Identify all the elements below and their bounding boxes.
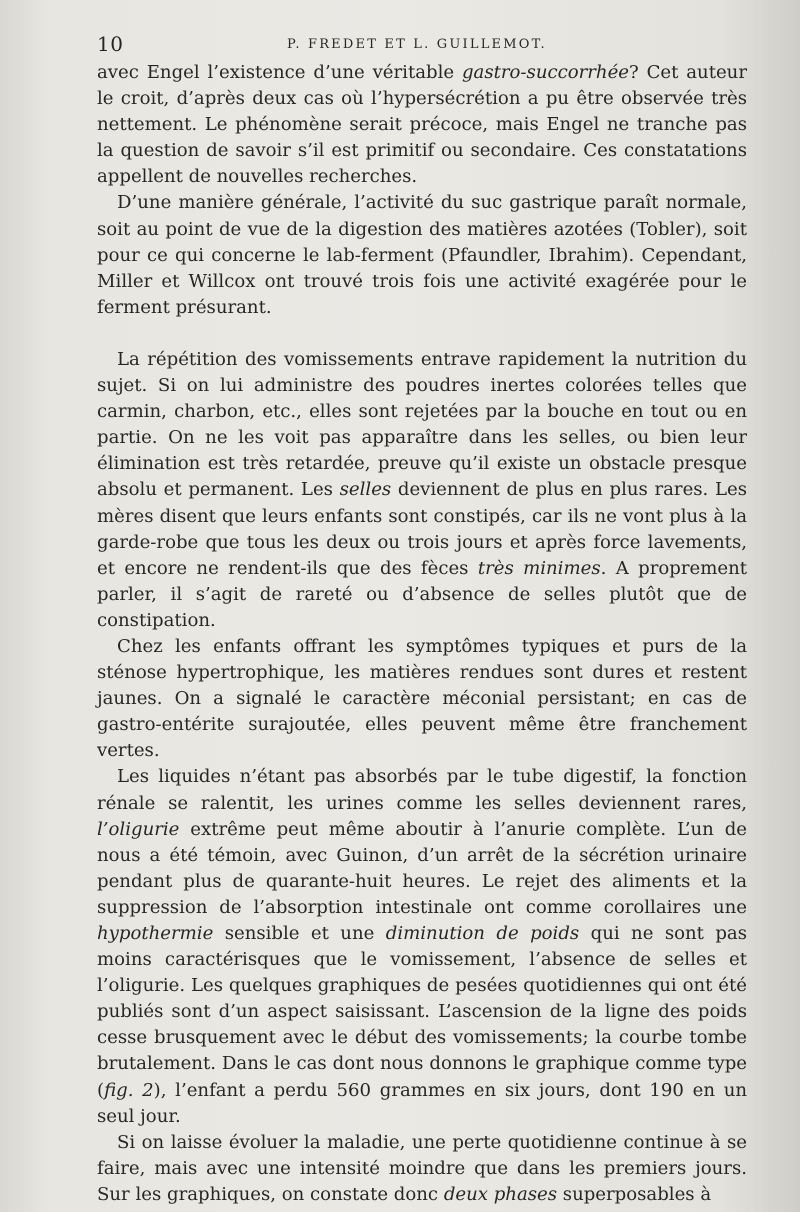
page-body: [97, 60, 747, 1208]
text-run: D’une manière générale, l’activité du suc gastrique paraît normale, soit au point de vue de la digestion des matières azotées (Tobler), soit pour ce qui concerne le lab-ferment (Pfaundler, Ibrahim). Cependant, Miller et Willcox ont trouvé trois fois une activité exagérée pour le ferment présurant.: [97, 192, 747, 318]
text-run: Si on laisse évoluer la maladie, une perte quotidienne continue à se faire, mais avec une intensité moindre que dans les premiers jours. Sur les graphiques, on constate donc: [97, 1131, 747, 1205]
paragraph-6: [97, 1130, 747, 1208]
page-number: 10: [97, 32, 124, 56]
text-run: Chez les enfants offrant les symptômes typiques et purs de la sténose hypertrophique, les matières rendues sont dures et restent jaunes. On a signalé le caractère méconial persistant; en cas de gastro-entérite surajoutée, elles peuvent même être franchement vertes.: [97, 635, 747, 762]
text-run: ? Cet auteur le croit, d’après deux cas où l’hypersécrétion a pu être observée très nettement. Le phénomène serait précoce, mais Engel ne tranche pas la question de savoir s’il est primitif ou secondaire. Ces constatations appellent de nouvelles recherches.: [97, 62, 747, 188]
emphasis-run: hypothermie: [97, 923, 214, 944]
text-run: qui ne sont pas moins caractérisques que le vomissement, l’absence de selles et l’oligurie. Les quelques graphiques de pesées quotidiennes qui ont été publiés sont d’un aspect saisissant. L’ascension de la ligne des poids cesse brusquement avec le début des vomissements; la courbe tombe brutalement. Dans le cas dont nous donnons le graphique comme type (: [97, 923, 747, 1101]
text-run: extrême peut même aboutir à l’anurie complète. L’un de nous a été témoin, avec Guinon, d’un arrêt de la sécrétion urinaire pendant plus de quarante-huit heures. Le rejet des aliments et la suppression de l’absorption intestinale ont comme corollaires une: [97, 818, 747, 918]
emphasis-run: diminution de poids: [385, 923, 580, 944]
running-head: P. FREDET ET L. GUILLEMOT.: [287, 37, 547, 52]
emphasis-run: deux phases: [443, 1183, 558, 1205]
paragraph-2: [97, 190, 747, 320]
emphasis-run: fig. 2: [104, 1079, 154, 1101]
paragraph-5: [97, 764, 747, 1129]
text-run: ), l’enfant a perdu 560 grammes en six jours, dont 190 en un seul jour.: [97, 1079, 747, 1127]
text-run: superposables à: [557, 1183, 712, 1205]
emphasis-run: gastro-succorrhée: [461, 62, 630, 83]
text-run: . A proprement parler, il s’agit de rareté ou d’absence de selles plutôt que de constipation.: [97, 557, 748, 631]
emphasis-run: l’oligurie: [97, 818, 180, 840]
text-run: sensible et une: [213, 923, 386, 944]
emphasis-run: selles: [339, 479, 392, 501]
text-run: Les liquides n’étant pas absorbés par le tube digestif, la fonction rénale se ralentit, les urines comme les selles deviennent rares,: [97, 766, 747, 814]
paragraph-4: [97, 634, 747, 764]
text-run: avec Engel l’existence d’une véritable: [97, 62, 462, 83]
text-run: deviennent de plus en plus rares. Les mères disent que leurs enfants sont constipés, car ils ne vont plus à la garde-robe que tous les deux ou trois jours et après force lavements, et encore ne rendent-ils que des fèces: [97, 479, 748, 579]
page-header: [97, 30, 747, 60]
paragraph-1: [97, 60, 747, 190]
emphasis-run: très minimes: [477, 557, 601, 579]
paragraph-3: [97, 347, 747, 634]
text-run: La répétition des vomissements entrave rapidement la nutrition du sujet. Si on lui administre des poudres inertes colorées telles que carmin, charbon, etc., elles sont rejetées par la bouche en tout ou en partie. On ne les voit pas apparaître dans les selles, ou bien leur élimination est très retardée, preuve qu’il existe un obstacle presque absolu et permanent. Les: [97, 348, 747, 501]
